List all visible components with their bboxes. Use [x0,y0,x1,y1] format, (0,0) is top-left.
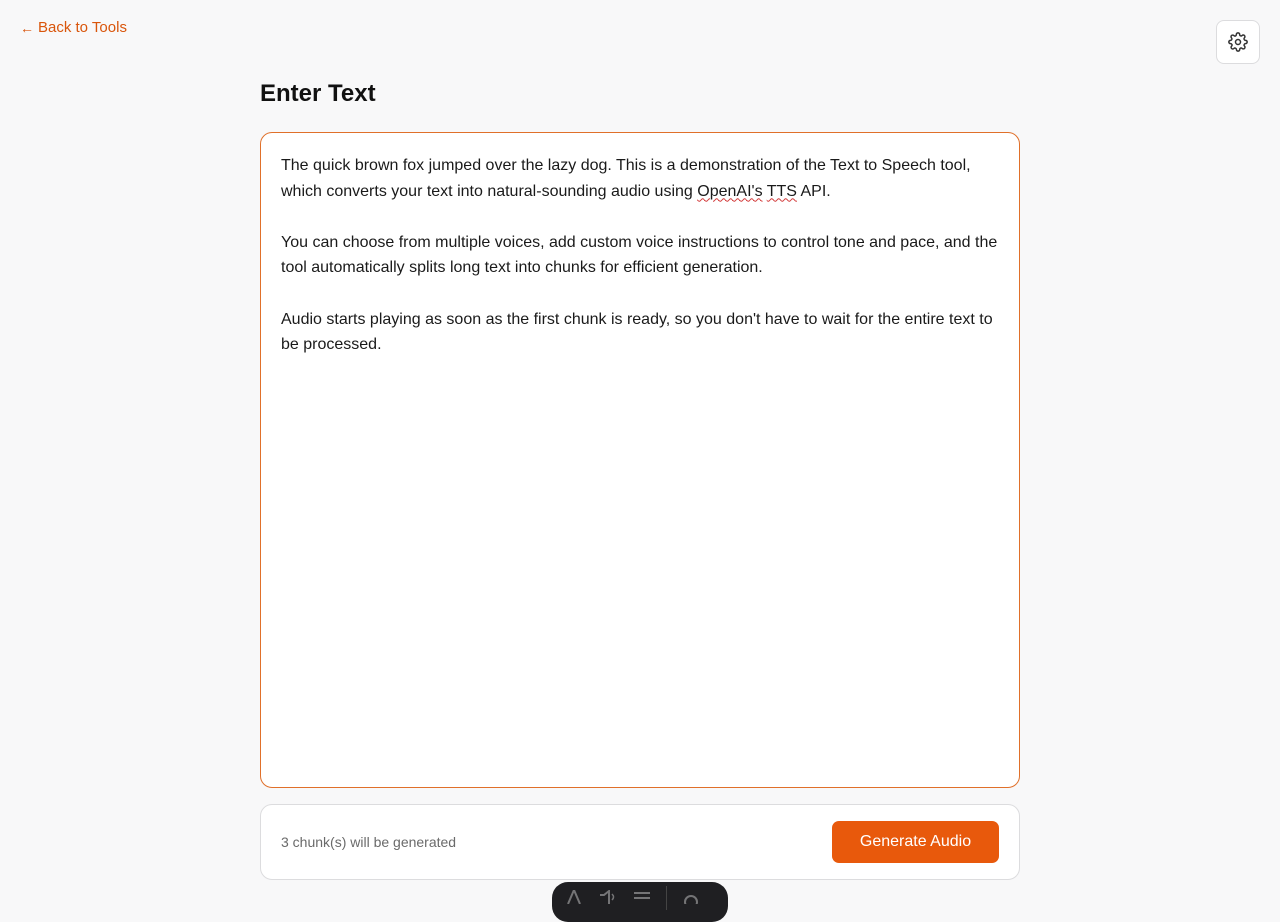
text-icon[interactable] [564,890,584,904]
toolbar-divider [666,886,667,910]
text-paragraph: You can choose from multiple voices, add custom voice instructions to control tone and pace, and the tool automatically splits long text into chunks for efficient generation. [281,233,998,277]
generate-bar [260,804,1020,880]
back-arrow-icon: ← [20,19,34,36]
main-content [260,78,1020,880]
text-segment: The quick brown fox jumped over the lazy dog. This is a demonstration of the Text to Speech tool, which converts your text into natural-sounding audio using [281,157,971,200]
page-title: Enter Text [260,80,376,107]
gear-icon [1228,32,1248,52]
gear-icon[interactable] [681,890,701,904]
spellcheck-word: OpenAI's [697,182,763,200]
text-segment: API. [796,182,831,200]
text-input[interactable] [260,132,1020,788]
floating-toolbar[interactable] [552,882,728,922]
back-to-tools-link[interactable] [20,19,127,36]
spellcheck-word: TTS [766,182,797,200]
text-paragraph [281,153,999,204]
speaker-icon[interactable] [598,890,618,904]
generate-audio-button[interactable]: Generate Audio [832,821,999,863]
chunk-count-text: 3 chunk(s) will be generated [281,834,457,850]
text-paragraph: Audio starts playing as soon as the first chunk is ready, so you don't have to wait for the entire text to be processed. [281,310,993,354]
back-to-tools-label: Back to Tools [38,19,127,36]
settings-button[interactable] [1216,20,1260,64]
menu-icon[interactable] [632,890,652,904]
